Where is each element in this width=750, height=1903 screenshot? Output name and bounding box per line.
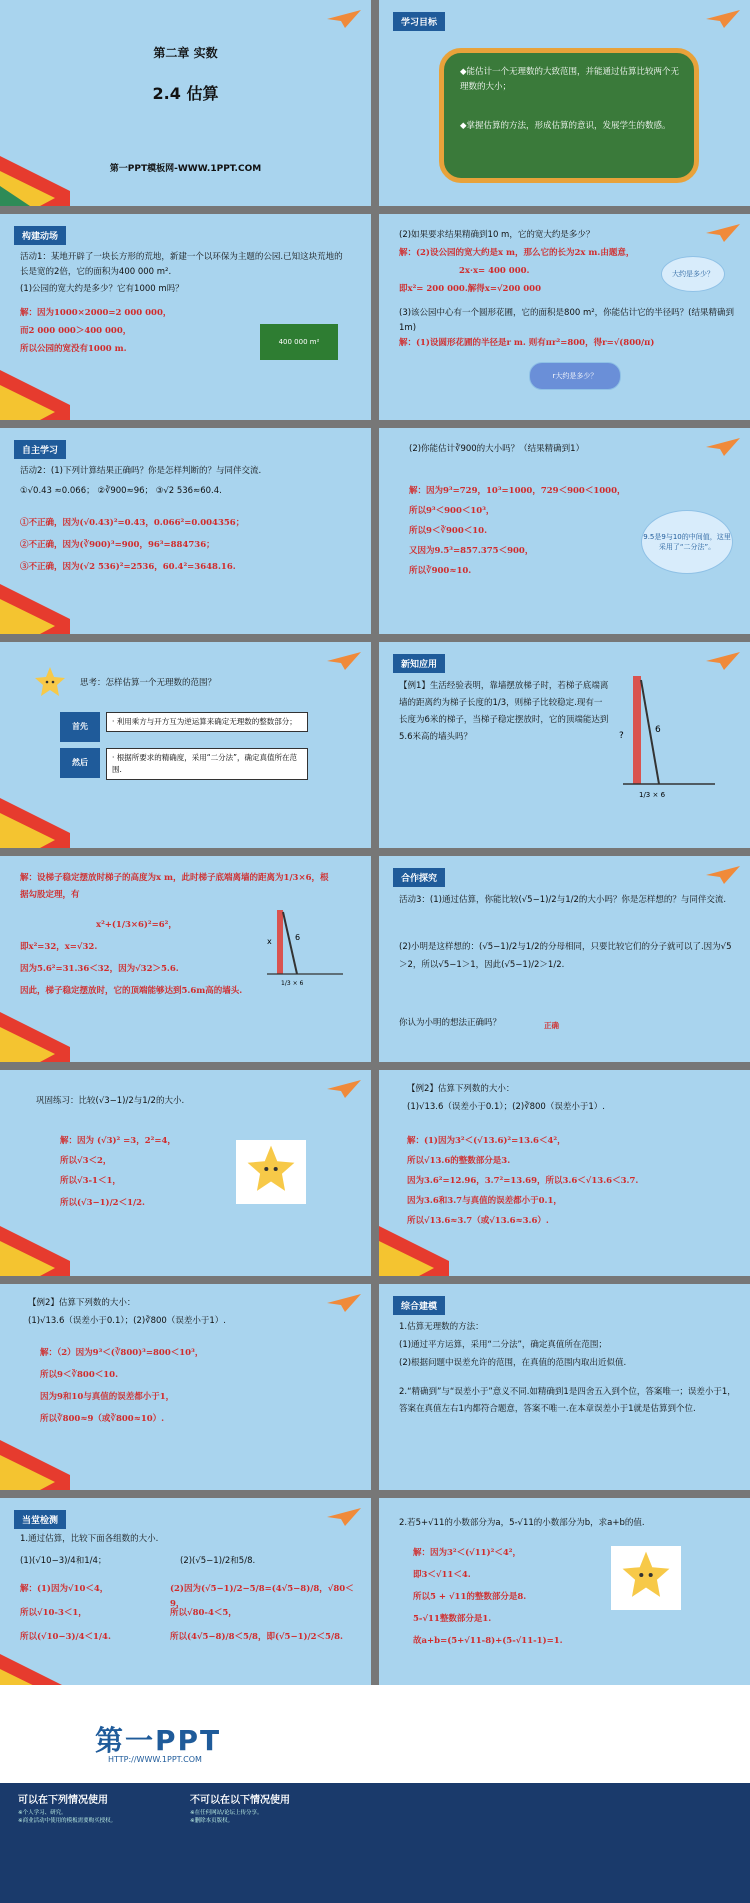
hint-bubble: 9.5是9与10的中间值，这里采用了“二分法”。 bbox=[641, 510, 733, 574]
question-text: (1)公园的宽大约是多少？它有1000 m吗？ bbox=[20, 284, 184, 294]
paint-brush-decoration bbox=[0, 564, 70, 634]
solution-line: 解：设梯子稳定摆放时梯子的高度为x m，此时梯子底端离墙的距离为1/3×6，根据勾股定理，有 bbox=[20, 873, 329, 900]
ladder-length-label: 6 bbox=[655, 725, 661, 735]
question-list: ①√0.43 ≈0.066； ②∛900≈96； ③√2 536≈60.4. bbox=[20, 486, 222, 496]
hint-bubble: 大约是多少？ bbox=[661, 256, 725, 292]
paint-brush-decoration bbox=[0, 778, 70, 848]
slide-cooperative bbox=[379, 856, 750, 1062]
slide-example2-part1 bbox=[379, 1070, 750, 1276]
can-use-item: ※个人学习、研究。 bbox=[18, 1810, 67, 1816]
solution-line: 所以√80-4＜5， bbox=[170, 1608, 237, 1618]
goal-1: ◆能估计一个无理数的大致范围，并能通过估算比较两个无理数的大小； bbox=[460, 67, 680, 92]
summary-point: (2)根据问题中误差允许的范围，在真值的范围内取出近似值. bbox=[399, 1358, 627, 1368]
section-tag: 综合建模 bbox=[393, 1296, 445, 1315]
summary-note: 2.“精确到”与“误差小于”意义不同.如精确到1是四舍五入到个位，答案唯一；误差小于1，答案在真值左右1内都符合题意，答案不唯一.在本章误差小于1就是估算到个位. bbox=[399, 1387, 736, 1414]
exercise-q2: (2)(√5−1)/2和5/8. bbox=[180, 1556, 256, 1566]
height-label: ? bbox=[619, 731, 624, 741]
exercise-question: 2.若5+√11的小数部分为a，5-√11的小数部分为b，求a+b的值. bbox=[399, 1518, 645, 1528]
area-rectangle: 400 000 m² bbox=[260, 324, 338, 360]
solution-line: 所以√13.6≈3.7（或√13.6≈3.6）. bbox=[407, 1216, 549, 1226]
slide-summary bbox=[379, 1284, 750, 1490]
solution-line: 解：因为9³=729，10³=1000，729＜900＜1000， bbox=[409, 486, 626, 496]
step-then-label: 然后 bbox=[60, 748, 100, 778]
paper-plane-icon bbox=[706, 652, 740, 670]
star-character-icon bbox=[621, 1550, 671, 1600]
slide-title bbox=[0, 0, 371, 206]
think-question: 思考：怎样估算一个无理数的范围？ bbox=[80, 678, 217, 688]
paint-brush-decoration bbox=[0, 1206, 70, 1276]
solution-line: 所以(4√5−8)/8＜5/8，即(√5−1)/2＜5/8. bbox=[170, 1632, 343, 1642]
site-label: 第一PPT模板网-WWW.1PPT.COM bbox=[109, 164, 262, 174]
example-title: 【例2】估算下列数的大小： bbox=[407, 1084, 515, 1094]
solution-line: 所以9＜∛900＜10. bbox=[409, 526, 488, 536]
slide-example1-solution bbox=[0, 856, 371, 1062]
solution-line: 而2 000 000＞400 000， bbox=[20, 326, 132, 336]
step-first-label: 首先 bbox=[60, 712, 100, 742]
solution-line: (2)因为(√5−1)/2−5/8=(4√5−8)/8，√80＜9， bbox=[170, 1584, 354, 1609]
solution-line: 所以5 + √11的整数部分是8. bbox=[413, 1592, 527, 1602]
base-length-label: 1/3 × 6 bbox=[281, 980, 304, 987]
exercise-q1: (1)(√10−3)/4和1/4； bbox=[20, 1556, 107, 1566]
question-text: (2)如果要求结果精确到10 m，它的宽大约是多少？ bbox=[399, 230, 595, 240]
base-length-label: 1/3 × 6 bbox=[639, 791, 666, 799]
slide-activity1-cont bbox=[379, 214, 750, 420]
slide-check bbox=[0, 1498, 371, 1704]
paper-plane-icon bbox=[706, 438, 740, 456]
activity-text: 活动1：某地开辟了一块长方形的荒地，新建一个以环保为主题的公园.已知这块荒地的长是宽的2倍，它的面积为400 000 m². bbox=[20, 252, 343, 277]
solution-line: 所以√10-3＜1， bbox=[20, 1608, 87, 1618]
can-use-item: ※商业活动中使用的模板需要购买授权。 bbox=[18, 1818, 117, 1824]
solution-line: 故a+b=(5+√11-8)+(5-√11-1)=1. bbox=[413, 1636, 563, 1646]
solution-line: 即x²= 200 000.解得x=√200 000 bbox=[399, 284, 541, 294]
height-label: x bbox=[267, 937, 272, 946]
answer-mark: 正确 bbox=[544, 1021, 559, 1030]
summary-heading: 1.估算无理数的方法： bbox=[399, 1322, 484, 1332]
slide-think bbox=[0, 642, 371, 848]
star-character-card bbox=[236, 1140, 306, 1204]
solution-line: 因此，梯子稳定摆放时，它的顶端能够达到5.6m高的墙头. bbox=[20, 986, 243, 996]
slide-example2-part2 bbox=[0, 1284, 371, 1490]
wall bbox=[277, 910, 283, 974]
ladder-length-label: 6 bbox=[295, 933, 301, 942]
solution-line: 所以公园的宽没有1000 m. bbox=[20, 344, 127, 354]
solution-line: 所以(√3−1)/2＜1/2. bbox=[60, 1198, 145, 1208]
solution-line: 所以∛800≈9（或∛800≈10）. bbox=[40, 1414, 165, 1424]
footer bbox=[0, 1685, 750, 1903]
solution-line: 所以9³＜900＜10³， bbox=[409, 506, 495, 516]
slide-practice bbox=[0, 1070, 371, 1276]
solution-line: 所以√3-1＜1， bbox=[60, 1176, 121, 1186]
summary-point: (1)通过平方运算，采用“二分法”，确定真值所在范围； bbox=[399, 1340, 607, 1350]
solution-line: 解：（2）因为9³＜(∛800)³=800＜10³， bbox=[40, 1348, 204, 1358]
solution-line: ③不正确，因为(√2 536)²=2536，60.4²=3648.16. bbox=[20, 562, 236, 572]
paint-brush-decoration bbox=[0, 1420, 70, 1490]
example-text: 【例1】生活经验表明，靠墙摆放梯子时，若梯子底端离墙的距离约为梯子长度的1/3，则梯子比较稳定.现有一长度为6米的梯子，当梯子稳定摆放时，它的顶端能达到5.6米高的墙头吗？ bbox=[399, 681, 609, 742]
paint-brush-decoration bbox=[0, 350, 70, 420]
question-text: 巩固练习：比较(√3−1)/2与1/2的大小. bbox=[36, 1096, 185, 1106]
solution-line: 解：因为3²＜(√11)²＜4²， bbox=[413, 1548, 521, 1558]
ladder-diagram bbox=[265, 908, 345, 988]
solution-line: ①不正确，因为(√0.43)²=0.43，0.066²=0.004356； bbox=[20, 518, 245, 528]
activity-text: 活动2：(1)下列计算结果正确吗？你是怎样判断的？与同伴交流. bbox=[20, 466, 262, 476]
footer-band bbox=[0, 1783, 750, 1903]
paper-plane-icon bbox=[327, 1508, 361, 1526]
paper-plane-icon bbox=[706, 10, 740, 28]
example-text: (1)√13.6（误差小于0.1）；(2)∛800（误差小于1）. bbox=[407, 1102, 605, 1112]
solution-line: 因为5.6²=31.36＜32，因为√32＞5.6. bbox=[20, 964, 179, 974]
paint-brush-decoration bbox=[0, 136, 70, 206]
can-use-title: 可以在下列情况使用 bbox=[18, 1795, 108, 1806]
star-character-card bbox=[611, 1546, 681, 1610]
solution-line: 5-√11整数部分是1. bbox=[413, 1614, 492, 1624]
slide-check-2 bbox=[379, 1498, 750, 1704]
step-then-box: · 根据所要求的精确度，采用“二分法”，确定真值所在范围. bbox=[106, 748, 308, 780]
cannot-use-title: 不可以在以下情况使用 bbox=[190, 1795, 290, 1806]
solution-line: 即x²=32，x=√32. bbox=[20, 942, 98, 952]
section-tag: 学习目标 bbox=[393, 12, 445, 31]
paper-plane-icon bbox=[327, 652, 361, 670]
slide-estimate-cuberoot bbox=[379, 428, 750, 634]
solution-line: 因为9和10与真值的误差都小于1， bbox=[40, 1392, 175, 1402]
star-character-icon bbox=[246, 1144, 296, 1194]
section-tag: 构建动场 bbox=[14, 226, 66, 245]
question-text: (2)你能估计∛900的大小吗？（结果精确到1） bbox=[409, 444, 585, 454]
footer-can-use bbox=[18, 1791, 116, 1825]
question-text: 你认为小明的想法正确吗？ bbox=[399, 1018, 502, 1028]
ladder-diagram bbox=[619, 672, 719, 802]
solution-line: 所以∛900≈10. bbox=[409, 566, 472, 576]
step-first-box: · 利用乘方与开方互为逆运算来确定无理数的整数部分； bbox=[106, 712, 308, 732]
paint-brush-decoration bbox=[379, 1206, 449, 1276]
solution-line: 解：(1)设圆形花圃的半径是r m. 则有πr²=800，得r=√(800/π) bbox=[399, 338, 655, 348]
example-title: 【例2】估算下列数的大小： bbox=[28, 1298, 136, 1308]
section-tag: 当堂检测 bbox=[14, 1510, 66, 1529]
footer-logo: 第一PPT bbox=[95, 1724, 222, 1757]
lesson-title: 2.4 估算 bbox=[152, 84, 219, 103]
section-tag: 新知应用 bbox=[393, 654, 445, 673]
hint-bubble: r大约是多少？ bbox=[529, 362, 621, 390]
solution-line: x²+(1/3×6)²=6²， bbox=[96, 920, 177, 930]
solution-line: 所以√3＜2， bbox=[60, 1156, 112, 1166]
chapter-title: 第二章 实数 bbox=[153, 46, 218, 60]
slide-example1 bbox=[379, 642, 750, 848]
footer-cannot-use bbox=[190, 1791, 290, 1825]
footer-url: HTTP://WWW.1PPT.COM bbox=[108, 1755, 202, 1764]
cannot-use-item: ※在任何网站/论坛上传分享。 bbox=[190, 1810, 263, 1816]
solution-line: 即3＜√11＜4. bbox=[413, 1570, 471, 1580]
question-text: (3)该公园中心有一个圆形花圃，它的面积是800 m²，你能估计它的半径吗？(结果精确到1m) bbox=[399, 308, 734, 333]
wall bbox=[633, 676, 641, 784]
chalkboard bbox=[439, 48, 699, 183]
ladder bbox=[283, 912, 297, 974]
goal-2: ◆掌握估算的方法，形成估算的意识，发展学生的数感。 bbox=[460, 121, 671, 131]
activity-text: 活动3：(1)通过估算，你能比较(√5−1)/2与1/2的大小吗？你是怎样想的？与同伴交流. bbox=[399, 895, 727, 905]
solution-line: ②不正确，因为(∛900)³=900，96³=884736； bbox=[20, 540, 215, 550]
slide-goals bbox=[379, 0, 750, 206]
star-character-icon bbox=[34, 666, 66, 698]
solution-line: 解：(1)因为√10＜4， bbox=[20, 1584, 109, 1594]
paper-plane-icon bbox=[327, 1294, 361, 1312]
solution-line: 所以9＜∛800＜10. bbox=[40, 1370, 119, 1380]
paint-brush-decoration bbox=[0, 992, 70, 1062]
solution-line: 又因为9.5³=857.375＜900， bbox=[409, 546, 534, 556]
cannot-use-item: ※删除本页版权。 bbox=[190, 1818, 234, 1824]
section-tag: 合作探究 bbox=[393, 868, 445, 887]
solution-line: 2x·x= 400 000. bbox=[459, 266, 530, 276]
solution-line: 解：因为1000×2000=2 000 000， bbox=[20, 308, 172, 318]
reasoning-text: (2)小明是这样想的：(√5−1)/2与1/2的分母相同，只要比较它们的分子就可以了.因为√5＞2，所以√5−1＞1，因此(√5−1)/2＞1/2. bbox=[399, 942, 732, 970]
solution-line: 因为3.6和3.7与真值的误差都小于0.1， bbox=[407, 1196, 562, 1206]
solution-line: 解：(2)设公园的宽大约是x m，那么它的长为2x m.由题意， bbox=[399, 248, 635, 258]
solution-line: 解：(1)因为3²＜(√13.6)²=13.6＜4²， bbox=[407, 1136, 566, 1146]
solution-line: 因为3.6²=12.96，3.7²=13.69，所以3.6＜√13.6＜3.7. bbox=[407, 1176, 639, 1186]
paper-plane-icon bbox=[706, 866, 740, 884]
exercise-heading: 1.通过估算，比较下面各组数的大小. bbox=[20, 1534, 159, 1544]
paper-plane-icon bbox=[706, 224, 740, 242]
slide-activity1 bbox=[0, 214, 371, 420]
paper-plane-icon bbox=[327, 10, 361, 28]
section-tag: 自主学习 bbox=[14, 440, 66, 459]
example-text: (1)√13.6（误差小于0.1）；(2)∛800（误差小于1）. bbox=[28, 1316, 226, 1326]
solution-line: 所以√13.6的整数部分是3. bbox=[407, 1156, 511, 1166]
paper-plane-icon bbox=[327, 1080, 361, 1098]
slide-self-study bbox=[0, 428, 371, 634]
solution-line: 解：因为 (√3)² =3，2²=4， bbox=[60, 1136, 176, 1146]
solution-line: 所以(√10−3)/4＜1/4. bbox=[20, 1632, 111, 1642]
